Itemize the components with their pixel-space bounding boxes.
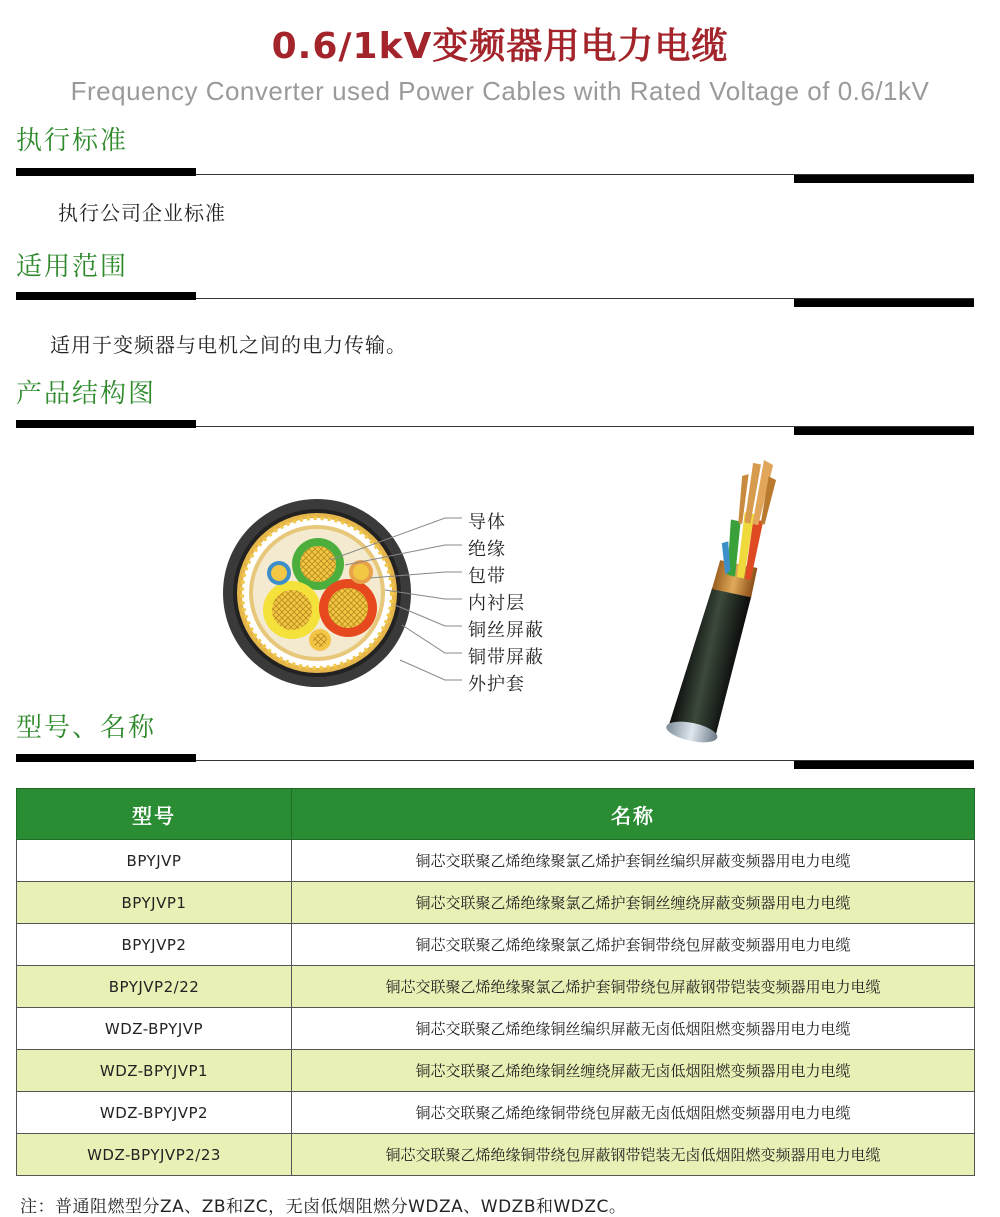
column-header-name: 名称 (292, 789, 975, 840)
label-copper-tape-shield: 铜带屏蔽 (468, 647, 544, 668)
table-row (17, 1008, 975, 1050)
label-outer-sheath: 外护套 (468, 674, 525, 695)
section-heading-standard: 执行标准 (16, 126, 129, 156)
table-row (17, 1092, 975, 1134)
table-row (17, 1134, 975, 1176)
label-conductor: 导体 (468, 512, 506, 533)
section-heading-models: 型号、名称 (16, 713, 157, 743)
section-rule (16, 754, 974, 768)
section-rule (16, 292, 974, 306)
table-row (17, 840, 975, 882)
section-heading-structure: 产品结构图 (16, 379, 157, 409)
name-cell: 铜芯交联聚乙烯绝缘铜带绕包屏蔽钢带铠装无卤低烟阻燃变频器用电力电缆 (292, 1134, 975, 1176)
name-cell: 铜芯交联聚乙烯绝缘聚氯乙烯护套铜带绕包屏蔽变频器用电力电缆 (292, 924, 975, 966)
cable-photo (640, 450, 810, 755)
standard-text: 执行公司企业标准 (58, 201, 226, 225)
name-cell: 铜芯交联聚乙烯绝缘铜丝缠绕屏蔽无卤低烟阻燃变频器用电力电缆 (292, 1050, 975, 1092)
model-cell: WDZ-BPYJVP2 (17, 1092, 292, 1134)
model-cell: WDZ-BPYJVP2/23 (17, 1134, 292, 1176)
model-cell: BPYJVP2/22 (17, 966, 292, 1008)
model-cell: BPYJVP (17, 840, 292, 882)
label-copper-wire-shield: 铜丝屏蔽 (468, 620, 544, 641)
footnote: 注：普通阻燃型分ZA、ZB和ZC，无卤低烟阻燃分WDZA、WDZB和WDZC。 (20, 1197, 627, 1217)
name-cell: 铜芯交联聚乙烯绝缘聚氯乙烯护套铜带绕包屏蔽钢带铠装变频器用电力电缆 (292, 966, 975, 1008)
table-row (17, 1050, 975, 1092)
name-cell: 铜芯交联聚乙烯绝缘聚氯乙烯护套铜丝编织屏蔽变频器用电力电缆 (292, 840, 975, 882)
page-title: 0.6/1kV变频器用电力电缆 (271, 26, 729, 67)
section-rule (16, 420, 974, 434)
model-cell: BPYJVP2 (17, 924, 292, 966)
label-inner-lining: 内衬层 (468, 593, 525, 614)
cable-cross-section (222, 498, 412, 688)
table-header-row (17, 789, 975, 840)
model-cell: WDZ-BPYJVP1 (17, 1050, 292, 1092)
column-header-model: 型号 (17, 789, 292, 840)
name-cell: 铜芯交联聚乙烯绝缘铜丝编织屏蔽无卤低烟阻燃变频器用电力电缆 (292, 1008, 975, 1050)
application-text: 适用于变频器与电机之间的电力传输。 (50, 333, 407, 357)
table-row (17, 882, 975, 924)
table-row (17, 966, 975, 1008)
model-cell: BPYJVP1 (17, 882, 292, 924)
label-wrapping-tape: 包带 (468, 566, 506, 587)
name-cell: 铜芯交联聚乙烯绝缘铜带绕包屏蔽无卤低烟阻燃变频器用电力电缆 (292, 1092, 975, 1134)
section-rule (16, 168, 974, 182)
model-table (16, 788, 975, 1176)
name-cell: 铜芯交联聚乙烯绝缘聚氯乙烯护套铜丝缠绕屏蔽变频器用电力电缆 (292, 882, 975, 924)
table-row (17, 924, 975, 966)
page-subtitle: Frequency Converter used Power Cables with Rated Voltage of 0.6/1kV (70, 76, 930, 106)
section-heading-application: 适用范围 (16, 252, 129, 282)
label-insulation: 绝缘 (468, 539, 506, 560)
model-cell: WDZ-BPYJVP (17, 1008, 292, 1050)
